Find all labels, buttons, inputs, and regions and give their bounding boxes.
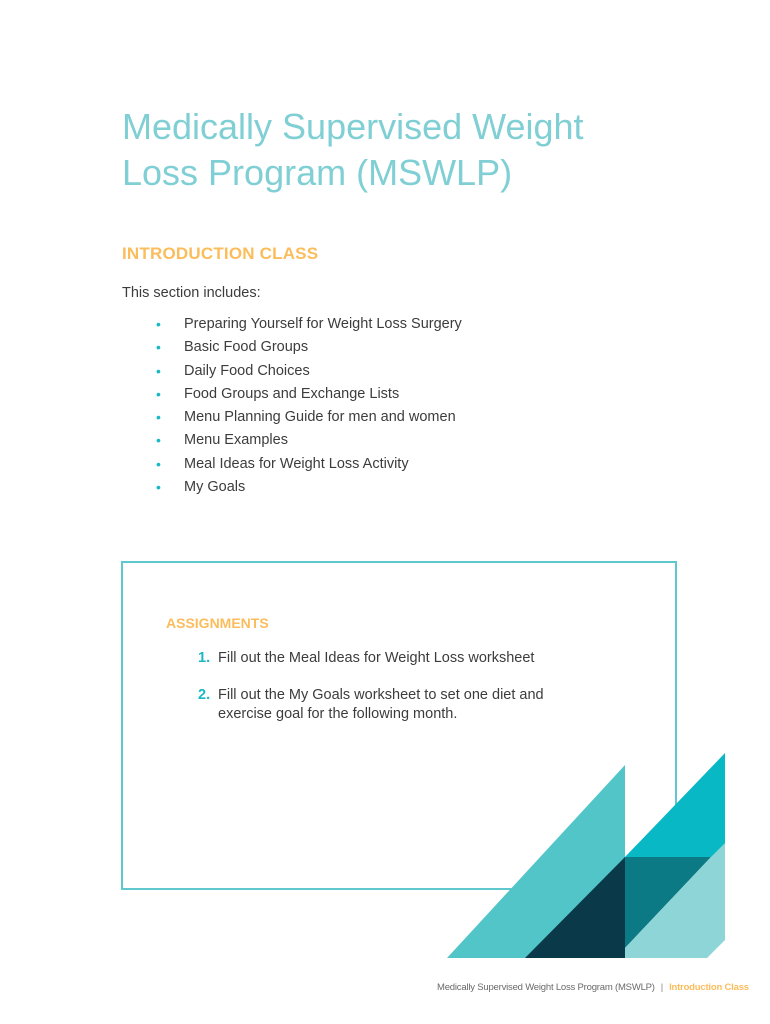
intro-text: This section includes: [122, 285, 261, 301]
bullet-icon: • [156, 316, 161, 332]
topic-label: Daily Food Choices [184, 362, 310, 379]
assignment-number: 2. [198, 687, 211, 703]
bullet-icon: • [156, 362, 161, 379]
topic-label: Basic Food Groups [184, 339, 309, 356]
topic-label: Preparing Yourself for Weight Loss Surgery [184, 316, 462, 332]
footer-program: Medically Supervised Weight Loss Program (MSWLP) [437, 982, 655, 993]
footer-section: Introduction Class [669, 982, 749, 993]
bullet-icon: • [156, 339, 161, 356]
assignment-text: Fill out the My Goals worksheet to set one diet and exercise goal for the following month. [218, 687, 544, 722]
page-footer [437, 982, 749, 993]
assignment-text: Fill out the Meal Ideas for Weight Loss worksheet [218, 650, 535, 666]
bullet-icon: • [156, 479, 161, 496]
topic-label: Menu Planning Guide for men and women [184, 409, 456, 426]
bullet-icon: • [156, 385, 161, 402]
topic-label: Meal Ideas for Weight Loss Activity [184, 455, 409, 472]
topic-label: My Goals [184, 479, 246, 496]
bullet-icon: • [156, 455, 161, 472]
assignment-number: 1. [198, 650, 211, 666]
topic-label: Food Groups and Exchange Lists [184, 385, 400, 402]
page-title-line-2: Loss Program (MSWLP) [122, 152, 513, 193]
bullet-icon: • [156, 409, 161, 426]
page-title-line-1: Medically Supervised Weight [122, 106, 584, 147]
bullet-icon: • [156, 432, 161, 449]
topic-label: Menu Examples [184, 432, 288, 449]
assignments-heading: ASSIGNMENTS [166, 615, 269, 631]
footer-separator: | [660, 982, 664, 993]
deco-shape-bright [625, 753, 725, 857]
section-heading: INTRODUCTION CLASS [122, 244, 319, 263]
